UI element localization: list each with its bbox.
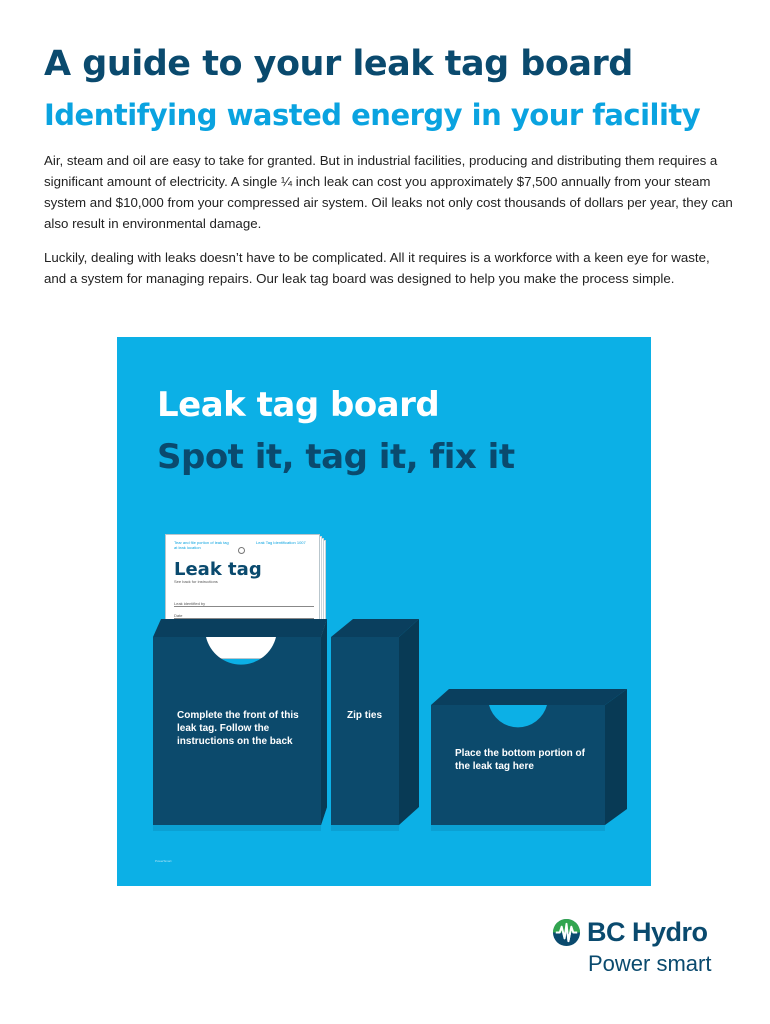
front-pocket-side <box>321 619 327 825</box>
leak-tag-board-illustration <box>117 337 651 886</box>
bc-hydro-logo <box>552 917 708 948</box>
page-title: A guide to your leak tag board <box>44 44 633 84</box>
brand-tagline: Power smart <box>588 951 712 976</box>
bottom-pocket-side <box>605 689 627 825</box>
bc-hydro-logo-icon <box>552 918 581 947</box>
bottom-pocket-label: Place the bottom portion of the leak tag here <box>455 748 585 772</box>
tag-heading: Leak tag <box>174 559 262 580</box>
zip-tie-label: Zip ties <box>347 710 383 721</box>
bottom-pocket-top-edge <box>431 689 627 705</box>
tag-hole-icon <box>238 547 245 554</box>
tag-field-location: Leak identified by <box>174 601 314 607</box>
intro-paragraph-2: Luckily, dealing with leaks doesn’t have to be complicated. All it requires is a workforce with a keen eye for waste, and a system for managing repairs. Our leak tag board was designed to help you make the process simple. <box>44 250 710 286</box>
tag-top-left-text: Tear and file portion of leak tag at leak location <box>174 540 229 550</box>
page-subtitle: Identifying wasted energy in your facility <box>44 98 701 132</box>
zip-tie-pocket-icon <box>329 617 421 837</box>
zip-pocket-shadow <box>331 825 399 831</box>
tag-reverse-note: See back for instructions <box>174 579 218 584</box>
zip-pocket-side <box>399 619 419 825</box>
front-pocket-label: Complete the front of this leak tag. Follow the instructions on the back <box>177 710 299 747</box>
front-pocket-shadow <box>153 825 321 831</box>
bottom-pocket-shadow <box>431 825 605 831</box>
zip-pocket-body <box>331 637 399 825</box>
board-title: Leak tag board <box>157 385 440 425</box>
board-footer-text: PowerSmart <box>155 859 172 863</box>
front-pocket-top-edge <box>153 619 327 637</box>
tag-field-date: Date <box>174 613 314 619</box>
board-subtitle: Spot it, tag it, fix it <box>157 437 515 477</box>
brand-name: BC Hydro <box>587 917 708 947</box>
intro-paragraph-1: Air, steam and oil are easy to take for granted. But in industrial facilities, producing and distributing them requires a significant amount of electricity. A single ¼ inch leak can cost you approximately $7,500 annually from your steam system and $10,000 from your compressed air system. Oil leaks not only cost thousands of dollars per year, they can also result in environmental damage. <box>44 153 733 231</box>
tag-top-right-text: Leak Tag Identification 1007 <box>256 540 306 545</box>
